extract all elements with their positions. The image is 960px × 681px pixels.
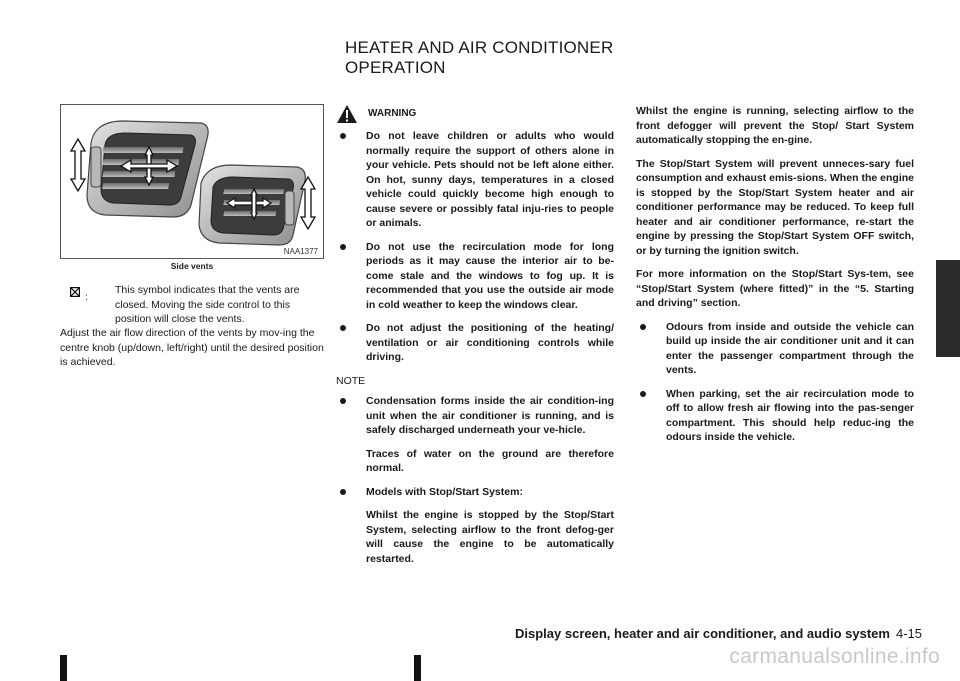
crop-mark	[60, 655, 67, 681]
odour-item: When parking, set the air recirculation mode to off to allow fresh air flowing into the pas-senger compartment. This should help reduc-ing the odours inside the vehicle.	[636, 387, 914, 445]
warning-triangle-icon	[336, 104, 358, 124]
section-title	[345, 38, 765, 78]
page-footer	[515, 626, 922, 641]
column-warning-note	[336, 104, 614, 575]
section-title-line1: HEATER AND AIR CONDITIONER	[345, 38, 614, 57]
vent-closed-icon	[70, 287, 80, 297]
note-item: Condensation forms inside the air condition-ing unit when the air conditioner is running, and is safely discharged underneath your ve-hicle.	[336, 394, 614, 438]
note-item: Models with Stop/Start System:	[336, 485, 614, 500]
section-title-line2: OPERATION	[345, 58, 446, 77]
warning-item: Do not use the recirculation mode for long periods as it may cause the interior air to be-come stale and the windows to fog up. It is recommended that you use the outside air mode in cold weather to keep the windows clear.	[336, 240, 614, 313]
side-vents-illustration	[61, 105, 323, 258]
paragraph: For more information on the Stop/Start Sys-tem, see “Stop/Start System (where fitted)” in the “5. Starting and driving” section.	[636, 268, 914, 309]
figure-caption: Side vents	[170, 261, 214, 271]
page-number: 4-15	[895, 626, 922, 641]
footer-section: Display screen, heater and air conditioner, and audio system	[515, 626, 890, 641]
paragraph: Whilst the engine is running, selecting airflow to the front defogger will prevent the Stop/ Start System automatically stopping the en-gine.	[636, 105, 914, 146]
symbol-description: This symbol indicates that the vents are closed. Moving the side control to this position will close the vents.	[115, 284, 300, 325]
warning-item: Do not leave children or adults who would normally require the support of others alone in your vehicle. Pets should not be left alone either. On hot, sunny days, temperatures in a closed vehicle could quickly become high enough to cause severe or possibly fatal inju-ries to people or animals.	[336, 129, 614, 231]
odour-item: Odours from inside and outside the vehicle can build up inside the air conditioner unit and it can enter the passenger compartment through the vents.	[636, 320, 914, 378]
crop-mark	[414, 655, 421, 681]
note-subitem: Traces of water on the ground are therefore normal.	[366, 447, 614, 474]
symbol-colon: :	[85, 291, 88, 303]
warning-heading	[336, 104, 614, 124]
side-vents-figure	[60, 104, 324, 259]
column-stop-start	[636, 104, 914, 454]
paragraph: The Stop/Start System will prevent unneces-sary fuel consumption and exhaust emis-sions. When the engine is stopped by the Stop/Start System heater and air conditioner performance may be reduced. To keep full heater and air conditioner performance, re-start the engine by pressing the Stop/Start System OFF switch, or by turning the ignition switch.	[636, 157, 914, 257]
adjust-paragraph: Adjust the air flow direction of the vents by mov-ing the centre knob (up/down, left/right) until the desired position is achieved.	[60, 327, 324, 368]
chapter-tab	[936, 260, 960, 357]
warning-item: Do not adjust the positioning of the heating/ ventilation or air conditioning controls while driving.	[336, 321, 614, 365]
watermark: carmanualsonline.info	[729, 645, 940, 668]
warning-label: WARNING	[368, 107, 417, 119]
figure-code: NAA1377	[283, 247, 318, 256]
note-subitem: Whilst the engine is stopped by the Stop/Start System, selecting airflow to the front defog-ger will cause the engine to be automatically restarted.	[366, 509, 614, 565]
note-label: NOTE	[336, 374, 366, 387]
